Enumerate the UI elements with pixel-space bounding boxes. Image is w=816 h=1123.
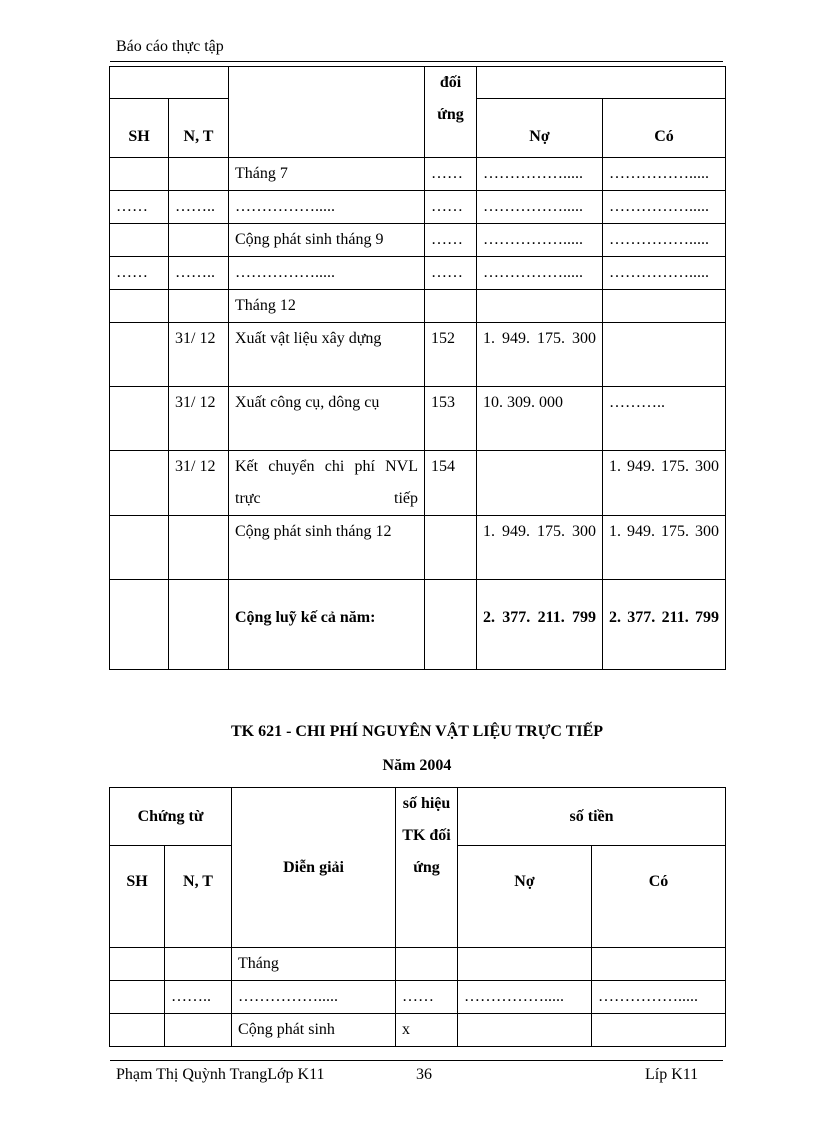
table1-cell-no: ……………..... xyxy=(477,224,603,257)
table1-cell-nt xyxy=(169,290,229,323)
table1-total-desc: Cộng luỹ kế cả năm: xyxy=(229,580,425,670)
ledger-table-tk621 xyxy=(109,787,726,1047)
table1-cell-tk: …… xyxy=(425,191,477,224)
page-header-title: Báo cáo thực tập xyxy=(116,38,224,55)
table1-cell-desc: Xuất vật liệu xây dựng xyxy=(229,323,425,387)
table1-cell-co: ……….. xyxy=(603,387,726,451)
table1-head-doi-ung: đối ứng xyxy=(425,67,477,158)
table1-cell-co: ……………..... xyxy=(603,257,726,290)
table1-cell-desc: ……………..... xyxy=(229,257,425,290)
table2-cell-sh xyxy=(110,948,165,981)
table1-total-sh xyxy=(110,580,169,670)
table1-row xyxy=(110,387,726,451)
table1-head-empty-b xyxy=(477,67,726,99)
table1-cell-tk xyxy=(425,290,477,323)
table2-cell-no xyxy=(458,1014,592,1047)
table1-row xyxy=(110,451,726,516)
table1-cell-no: 1. 949. 175. 300 xyxy=(477,516,603,580)
table1-cell-tk: 153 xyxy=(425,387,477,451)
table1-cell-no: ……………..... xyxy=(477,158,603,191)
table1-cell-sh xyxy=(110,158,169,191)
table1-head-empty-a xyxy=(110,67,229,99)
table1-cell-sh xyxy=(110,516,169,580)
table1-row xyxy=(110,290,726,323)
table2-head-so-hieu: số hiệu TK đối ứng xyxy=(396,788,458,948)
table1-cell-no xyxy=(477,451,603,516)
table2-cell-nt xyxy=(165,948,232,981)
table1-cell-co: ……………..... xyxy=(603,191,726,224)
table1-cell-desc: Cộng phát sinh tháng 9 xyxy=(229,224,425,257)
table1-cell-nt: 31/ 12 xyxy=(169,451,229,516)
table1-head-sh: SH xyxy=(110,99,169,158)
table1-total-co: 2. 377. 211. 799 xyxy=(603,580,726,670)
table2-cell-desc: ……………..... xyxy=(232,981,396,1014)
table1-cell-tk: …… xyxy=(425,257,477,290)
table2-head-nt: N, T xyxy=(165,846,232,948)
table1-cell-no: ……………..... xyxy=(477,257,603,290)
table2-cell-co: ……………..... xyxy=(592,981,726,1014)
table1-row xyxy=(110,516,726,580)
table1-row xyxy=(110,257,726,290)
table2-cell-sh xyxy=(110,981,165,1014)
table1-cell-no xyxy=(477,290,603,323)
table1-cell-desc: Xuất công cụ, dông cụ xyxy=(229,387,425,451)
table2-cell-nt: …….. xyxy=(165,981,232,1014)
table1-row xyxy=(110,323,726,387)
table1-cell-sh xyxy=(110,290,169,323)
table1-cell-sh: …… xyxy=(110,191,169,224)
table1-cell-nt: 31/ 12 xyxy=(169,387,229,451)
table1-cell-nt: 31/ 12 xyxy=(169,323,229,387)
table2-cell-tk xyxy=(396,948,458,981)
table1-cell-sh xyxy=(110,387,169,451)
table1-row xyxy=(110,224,726,257)
table2-head-no: Nợ xyxy=(458,846,592,948)
table1-cell-nt: …….. xyxy=(169,191,229,224)
table1-cell-co xyxy=(603,290,726,323)
table1-cell-tk: 152 xyxy=(425,323,477,387)
table2-head-sh: SH xyxy=(110,846,165,948)
header-rule xyxy=(110,61,723,62)
table1-row xyxy=(110,191,726,224)
footer-author: Phạm Thị Quỳnh TrangLớp K11 xyxy=(116,1066,325,1083)
table1-head-nt: N, T xyxy=(169,99,229,158)
table1-cell-desc: Cộng phát sinh tháng 12 xyxy=(229,516,425,580)
table2-row xyxy=(110,948,726,981)
table1-row xyxy=(110,158,726,191)
table1-cell-co xyxy=(603,323,726,387)
table1-head-co: Có xyxy=(603,99,726,158)
table1-cell-tk: 154 xyxy=(425,451,477,516)
table1-cell-tk: …… xyxy=(425,158,477,191)
table1-cell-nt: …….. xyxy=(169,257,229,290)
footer-class: Líp K11 xyxy=(645,1066,699,1083)
table1-cell-no: ……………..... xyxy=(477,191,603,224)
table1-cell-desc: Tháng 12 xyxy=(229,290,425,323)
table1-cell-desc: Tháng 7 xyxy=(229,158,425,191)
table1-cell-tk xyxy=(425,516,477,580)
table1-cell-sh xyxy=(110,224,169,257)
table2-head-so-tien: số tiền xyxy=(458,788,726,846)
table1-total-no: 2. 377. 211. 799 xyxy=(477,580,603,670)
table2-head-co: Có xyxy=(592,846,726,948)
table1-cell-nt xyxy=(169,158,229,191)
table2-cell-sh xyxy=(110,1014,165,1047)
table1-head-empty-desc xyxy=(229,67,425,158)
table2-cell-desc: Cộng phát sinh xyxy=(232,1014,396,1047)
table2-head-dien-giai: Diễn giải xyxy=(232,788,396,948)
ledger-table-continued xyxy=(109,66,726,670)
table1-total-nt xyxy=(169,580,229,670)
footer-rule xyxy=(110,1060,723,1061)
table1-cell-desc: ……………..... xyxy=(229,191,425,224)
table1-total-row xyxy=(110,580,726,670)
table2-head-chung-tu: Chứng từ xyxy=(110,788,232,846)
table1-cell-sh xyxy=(110,451,169,516)
table1-cell-co: 1. 949. 175. 300 xyxy=(603,516,726,580)
table2-cell-no: ……………..... xyxy=(458,981,592,1014)
table1-cell-tk: …… xyxy=(425,224,477,257)
footer-page-number: 36 xyxy=(416,1066,432,1083)
table2-cell-tk: x xyxy=(396,1014,458,1047)
table1-cell-no: 1. 949. 175. 300 xyxy=(477,323,603,387)
table1-cell-sh xyxy=(110,323,169,387)
table2-cell-tk: …… xyxy=(396,981,458,1014)
table1-head-no: Nợ xyxy=(477,99,603,158)
table1-cell-desc: Kết chuyển chi phí NVL trực tiếp xyxy=(229,451,425,516)
table1-cell-co: ……………..... xyxy=(603,158,726,191)
table2-cell-co xyxy=(592,1014,726,1047)
table1-cell-no: 10. 309. 000 xyxy=(477,387,603,451)
table1-cell-co: 1. 949. 175. 300 xyxy=(603,451,726,516)
table1-cell-co: ……………..... xyxy=(603,224,726,257)
table1-cell-nt xyxy=(169,516,229,580)
table1-total-tk xyxy=(425,580,477,670)
table2-cell-co xyxy=(592,948,726,981)
table2-row xyxy=(110,981,726,1014)
section-subtitle: Năm 2004 xyxy=(382,757,452,774)
table2-cell-no xyxy=(458,948,592,981)
table1-cell-sh: …… xyxy=(110,257,169,290)
table2-cell-desc: Tháng xyxy=(232,948,396,981)
table2-row xyxy=(110,1014,726,1047)
table2-cell-nt xyxy=(165,1014,232,1047)
table1-cell-nt xyxy=(169,224,229,257)
section-title: TK 621 - CHI PHÍ NGUYÊN VẬT LIỆU TRỰC TIẾP xyxy=(230,723,604,740)
